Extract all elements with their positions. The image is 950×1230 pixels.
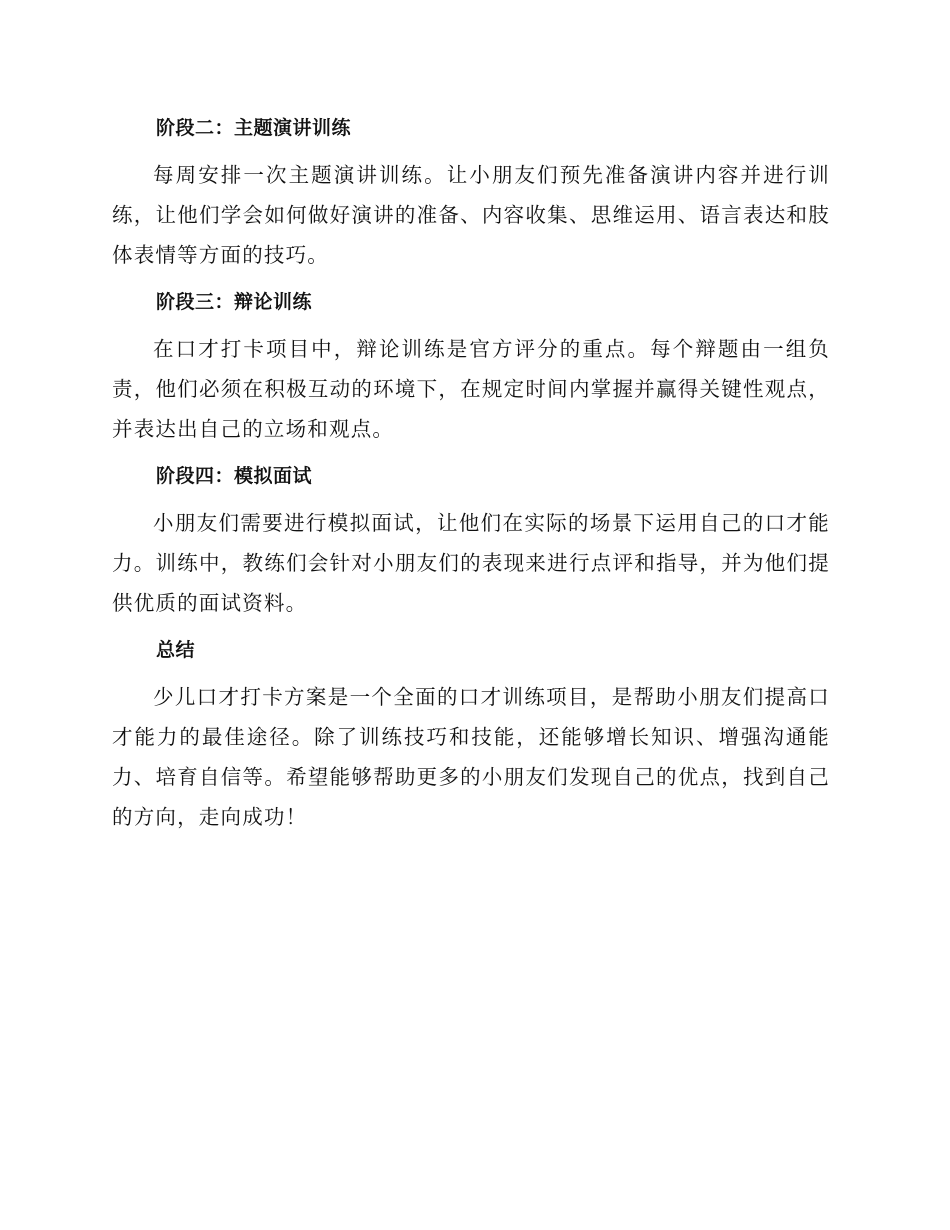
- section-heading-stage-3: 阶段三：辩论训练: [156, 291, 313, 313]
- section-paragraph-stage-4: 小朋友们需要进行模拟面试，让他们在实际的场景下运用自己的口才能力。训练中，教练们会针对小朋友们的表现来进行点评和指导，并为他们提供优质的面试资料。: [112, 511, 830, 615]
- section-heading-summary: 总结: [156, 639, 196, 661]
- section-paragraph-summary: 少儿口才打卡方案是一个全面的口才训练项目，是帮助小朋友们提高口才能力的最佳途径。除了训练技巧和技能，还能够增长知识、增强沟通能力、培育自信等。希望能够帮助更多的小朋友们发现自己的优点，找到自己的方向，走向成功！: [112, 685, 830, 829]
- section-paragraph-stage-2: 每周安排一次主题演讲训练。让小朋友们预先准备演讲内容并进行训练，让他们学会如何做好演讲的准备、内容收集、思维运用、语言表达和肢体表情等方面的技巧。: [112, 163, 830, 267]
- section-paragraph-stage-3: 在口才打卡项目中，辩论训练是官方评分的重点。每个辩题由一组负责，他们必须在积极互动的环境下，在规定时间内掌握并赢得关键性观点，并表达出自己的立场和观点。: [112, 337, 830, 441]
- section-heading-stage-2: 阶段二：主题演讲训练: [156, 117, 352, 139]
- document-page: [112, 108, 830, 844]
- section-heading-stage-4: 阶段四：模拟面试: [156, 465, 313, 487]
